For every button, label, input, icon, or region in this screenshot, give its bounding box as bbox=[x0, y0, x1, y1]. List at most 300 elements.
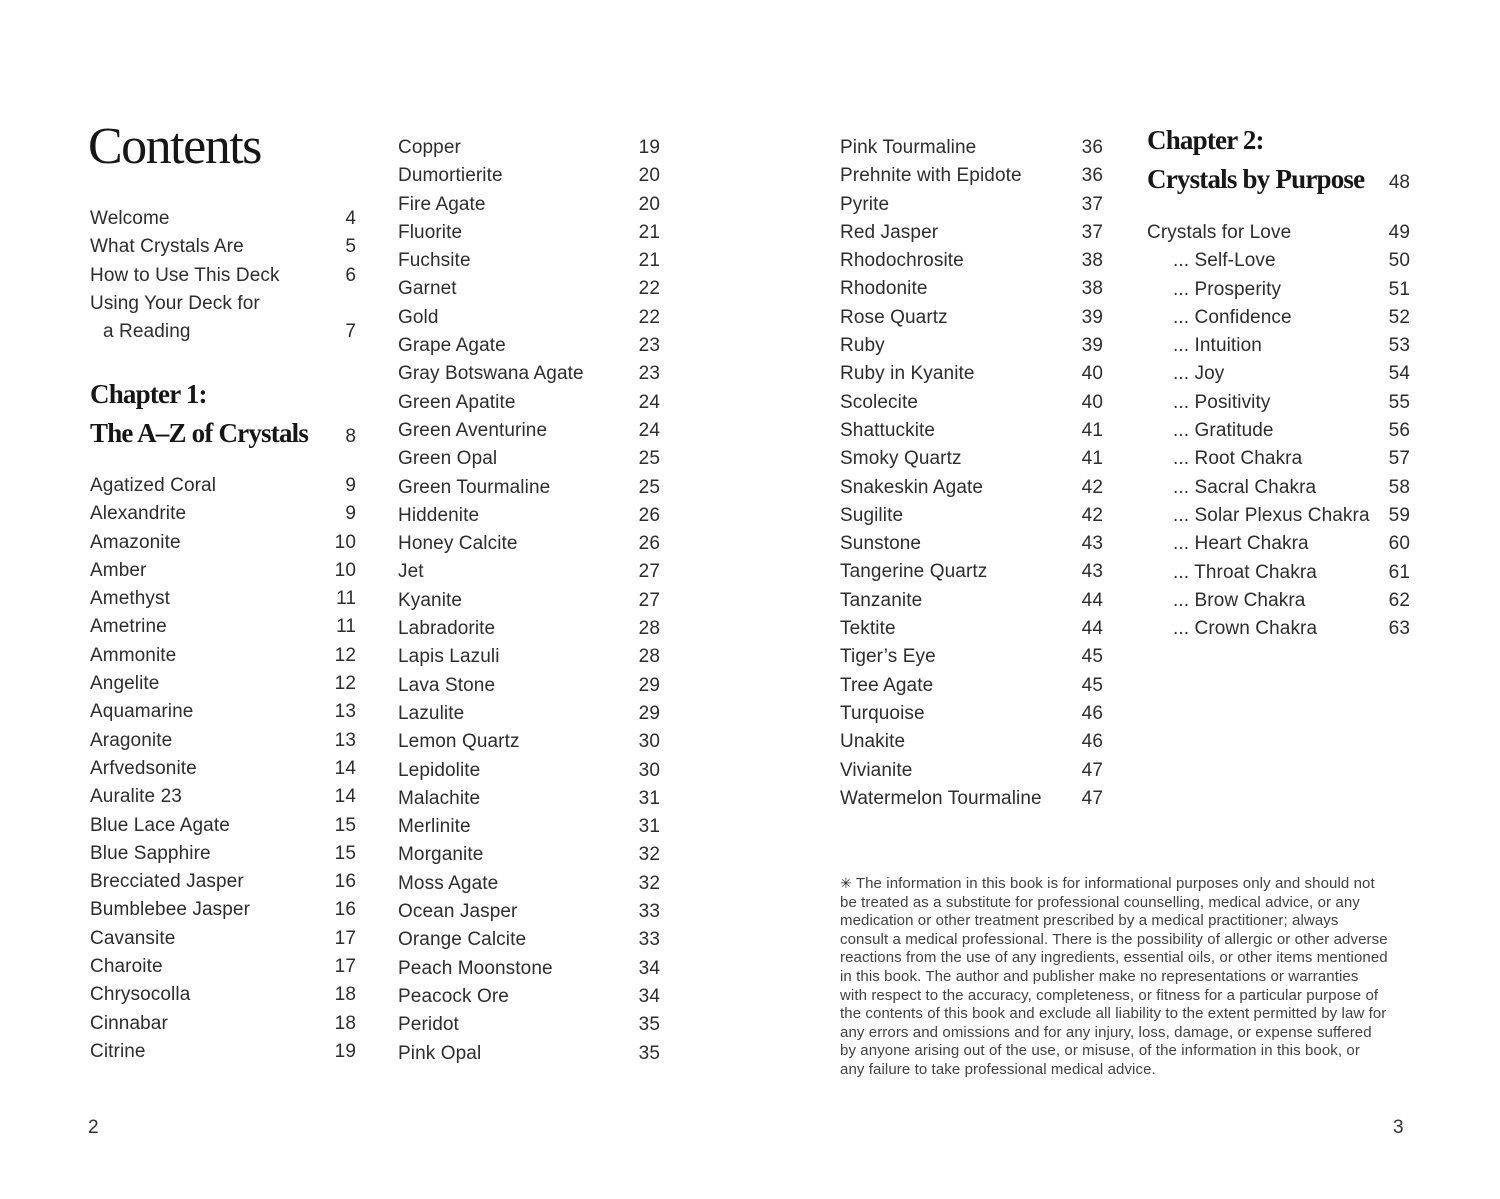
toc-entry-label: Ruby bbox=[840, 335, 885, 357]
toc-entry bbox=[90, 318, 356, 346]
toc-entry bbox=[90, 840, 356, 868]
toc-entry-label: Peach Moonstone bbox=[398, 957, 553, 979]
toc-entry-page: 47 bbox=[1081, 787, 1103, 809]
toc-entry-page: 51 bbox=[1388, 278, 1410, 300]
toc-entry-page: 28 bbox=[638, 646, 660, 668]
toc-entry-label: Welcome bbox=[90, 208, 170, 229]
toc-entry-page: 62 bbox=[1388, 589, 1410, 611]
toc-entry bbox=[90, 1010, 356, 1038]
toc-entry-page: 5 bbox=[345, 236, 356, 258]
toc-entry-page: 4 bbox=[345, 208, 356, 229]
toc-entry-page: 38 bbox=[1081, 278, 1103, 300]
toc-entry bbox=[840, 219, 1103, 247]
toc-entry-page: 44 bbox=[1081, 589, 1103, 611]
toc-entry-label: Lepidolite bbox=[398, 759, 481, 781]
toc-entry bbox=[840, 700, 1103, 728]
toc-entry bbox=[840, 445, 1103, 473]
toc-entry bbox=[398, 360, 660, 388]
toc-entry-page: 46 bbox=[1081, 702, 1103, 724]
toc-entry bbox=[398, 275, 660, 303]
toc-entry-page: 25 bbox=[638, 448, 660, 470]
toc-entry-page: 41 bbox=[1081, 419, 1103, 441]
front-matter-list bbox=[90, 205, 356, 346]
toc-entry-page: 47 bbox=[1081, 759, 1103, 781]
toc-entry bbox=[840, 162, 1103, 190]
toc-entry-label: Blue Lace Agate bbox=[90, 814, 230, 836]
crystals-by-purpose-list bbox=[1147, 219, 1410, 643]
toc-entry bbox=[840, 191, 1103, 219]
toc-entry bbox=[398, 558, 660, 586]
toc-entry-page: 53 bbox=[1388, 335, 1410, 357]
toc-entry-label: Dumortierite bbox=[398, 165, 503, 187]
toc-entry bbox=[90, 727, 356, 755]
toc-entry-page: 20 bbox=[638, 193, 660, 215]
toc-entry-label: Prehnite with Epidote bbox=[840, 165, 1022, 187]
toc-entry-page: 27 bbox=[638, 561, 660, 583]
toc-entry-label: ... Crown Chakra bbox=[1173, 618, 1318, 640]
toc-entry-label: ... Joy bbox=[1173, 363, 1225, 385]
toc-entry bbox=[398, 1040, 660, 1068]
toc-entry bbox=[90, 1038, 356, 1066]
toc-entry-page: 24 bbox=[638, 419, 660, 441]
toc-entry-label: ... Gratitude bbox=[1173, 420, 1274, 442]
toc-entry-page: 45 bbox=[1081, 646, 1103, 668]
toc-entry-label: Labradorite bbox=[398, 618, 496, 640]
toc-entry bbox=[90, 868, 356, 896]
toc-entry-page: 30 bbox=[638, 731, 660, 753]
toc-entry-page: 44 bbox=[1081, 618, 1103, 640]
toc-entry bbox=[398, 955, 660, 983]
toc-entry-label: Aquamarine bbox=[90, 701, 194, 723]
toc-entry bbox=[398, 247, 660, 275]
toc-entry bbox=[398, 191, 660, 219]
toc-entry-page: 32 bbox=[638, 872, 660, 894]
toc-entry-label: Sunstone bbox=[840, 533, 922, 555]
toc-entry-page: 25 bbox=[638, 476, 660, 498]
toc-entry-page: 29 bbox=[638, 674, 660, 696]
toc-entry bbox=[398, 757, 660, 785]
toc-entry-label: How to Use This Deck bbox=[90, 264, 280, 286]
toc-entry-label: Crystals for Love bbox=[1147, 222, 1292, 243]
toc-entry-label: Jet bbox=[398, 561, 424, 583]
toc-entry-label: Lemon Quartz bbox=[398, 731, 520, 753]
toc-entry-page: 57 bbox=[1388, 448, 1410, 470]
toc-entry-label: Smoky Quartz bbox=[840, 448, 962, 470]
toc-entry-page: 19 bbox=[638, 137, 660, 158]
toc-entry bbox=[90, 500, 356, 528]
toc-entry-label: Chrysocolla bbox=[90, 984, 191, 1006]
toc-entry-page: 46 bbox=[1081, 731, 1103, 753]
toc-entry-label: Alexandrite bbox=[90, 503, 187, 525]
toc-entry bbox=[840, 502, 1103, 530]
toc-entry bbox=[398, 700, 660, 728]
toc-entry-page: 33 bbox=[638, 901, 660, 923]
chapter1-heading bbox=[90, 375, 356, 456]
toc-entry-page: 10 bbox=[334, 531, 356, 553]
toc-entry bbox=[840, 474, 1103, 502]
toc-entry bbox=[90, 642, 356, 670]
toc-entry-page: 35 bbox=[638, 1014, 660, 1036]
toc-entry-page: 11 bbox=[336, 588, 356, 610]
toc-entry-page: 58 bbox=[1388, 476, 1410, 498]
toc-entry-label: Auralite 23 bbox=[90, 786, 182, 808]
toc-entry-label: Tangerine Quartz bbox=[840, 561, 988, 583]
toc-entry-page: 20 bbox=[638, 165, 660, 187]
toc-entry-label: Fire Agate bbox=[398, 193, 486, 215]
toc-entry bbox=[398, 389, 660, 417]
toc-entry-label: Tanzanite bbox=[840, 589, 923, 611]
toc-entry-label: ... Confidence bbox=[1173, 306, 1292, 328]
toc-entry-label: Ametrine bbox=[90, 616, 167, 638]
toc-entry bbox=[90, 953, 356, 981]
contents-title: Contents bbox=[88, 118, 261, 175]
toc-entry bbox=[840, 558, 1103, 586]
toc-entry bbox=[840, 757, 1103, 785]
toc-entry-label: Moss Agate bbox=[398, 872, 499, 894]
toc-entry-page: 11 bbox=[336, 616, 356, 638]
toc-entry bbox=[840, 134, 1103, 162]
toc-entry-label: ... Sacral Chakra bbox=[1173, 476, 1317, 498]
toc-entry-label: Snakeskin Agate bbox=[840, 476, 984, 498]
toc-entry-label: Peridot bbox=[398, 1014, 459, 1036]
toc-entry-page: 38 bbox=[1081, 250, 1103, 272]
toc-entry bbox=[398, 530, 660, 558]
chapter1-page: 8 bbox=[345, 426, 356, 447]
toc-entry-label: Amber bbox=[90, 559, 147, 581]
toc-entry-page: 40 bbox=[1081, 363, 1103, 385]
toc-entry-page: 41 bbox=[1081, 448, 1103, 470]
toc-entry bbox=[90, 262, 356, 290]
toc-entry-label: Green Apatite bbox=[398, 391, 516, 413]
toc-entry-label: Ammonite bbox=[90, 644, 177, 666]
toc-entry bbox=[1147, 445, 1410, 473]
toc-entry-page: 34 bbox=[638, 957, 660, 979]
toc-entry bbox=[840, 587, 1103, 615]
toc-entry bbox=[840, 530, 1103, 558]
toc-entry-page: 34 bbox=[638, 985, 660, 1007]
toc-entry-page: 23 bbox=[638, 335, 660, 357]
toc-entry bbox=[398, 615, 660, 643]
toc-entry bbox=[398, 643, 660, 671]
toc-entry bbox=[398, 785, 660, 813]
toc-entry-page: 31 bbox=[638, 816, 660, 838]
toc-entry-page: 31 bbox=[638, 787, 660, 809]
toc-entry-label: a Reading bbox=[103, 321, 191, 343]
toc-entry bbox=[1147, 417, 1410, 445]
toc-entry bbox=[1147, 219, 1410, 247]
toc-entry bbox=[1147, 474, 1410, 502]
toc-entry bbox=[90, 981, 356, 1009]
toc-entry bbox=[398, 445, 660, 473]
crystal-list-c-to-p bbox=[398, 134, 660, 1068]
toc-entry-label: Amazonite bbox=[90, 531, 181, 553]
toc-entry-page: 16 bbox=[334, 871, 356, 893]
toc-entry bbox=[398, 474, 660, 502]
toc-entry bbox=[1147, 559, 1410, 587]
toc-entry-page: 14 bbox=[334, 757, 356, 779]
toc-entry-page: 42 bbox=[1081, 476, 1103, 498]
toc-entry bbox=[90, 205, 356, 233]
toc-entry-page: 17 bbox=[334, 927, 356, 949]
toc-entry bbox=[90, 529, 356, 557]
toc-entry-page: 26 bbox=[638, 533, 660, 555]
toc-entry-page: 61 bbox=[1388, 561, 1410, 583]
toc-entry-page: 39 bbox=[1081, 335, 1103, 357]
toc-entry-label: Amethyst bbox=[90, 588, 170, 610]
chapter2-label: Chapter 2: bbox=[1147, 125, 1264, 155]
disclaimer-text: The information in this book is for informational purposes only and should not be treated as a substitute for professional counselling, medical advice, or any medication or other treatment prescribed by a medical practitioner; always consult a medical professional. There is the possibility of allergic or other adverse reactions from the use of any ingredients, essential oils, or other items mentioned in this book. The author and publisher make no representations or warranties with respect to the accuracy, completeness, or fitness for a particular purpose of the contents of this book and exclude all liability to the extent permitted by law for any errors and omissions and for any injury, loss, damage, or expense suffered by anyone arising out of the use, or misuse, of the information in this book, or any failure to take professional medical advice. bbox=[840, 875, 1388, 1078]
toc-entry bbox=[398, 898, 660, 926]
toc-entry bbox=[1147, 276, 1410, 304]
toc-entry-label: Morganite bbox=[398, 844, 484, 866]
toc-entry bbox=[840, 728, 1103, 756]
toc-entry bbox=[1147, 247, 1410, 275]
toc-entry-page: 9 bbox=[345, 503, 356, 525]
toc-entry-label: Tiger’s Eye bbox=[840, 646, 936, 668]
toc-entry-label: Green Tourmaline bbox=[398, 476, 551, 498]
toc-entry-page: 21 bbox=[638, 221, 660, 243]
toc-entry-page: 15 bbox=[334, 842, 356, 864]
toc-entry-label: Green Aventurine bbox=[398, 419, 548, 441]
toc-entry-label: Lazulite bbox=[398, 702, 465, 724]
crystal-list-a-to-c bbox=[90, 472, 356, 1066]
toc-entry bbox=[1147, 332, 1410, 360]
toc-entry-label: Brecciated Jasper bbox=[90, 871, 244, 893]
toc-entry-label: What Crystals Are bbox=[90, 236, 244, 258]
toc-entry-label: Green Opal bbox=[398, 448, 498, 470]
toc-entry-label: Angelite bbox=[90, 673, 160, 695]
toc-entry bbox=[1147, 530, 1410, 558]
toc-entry-label: Lapis Lazuli bbox=[398, 646, 500, 668]
toc-entry-page: 33 bbox=[638, 929, 660, 951]
toc-entry bbox=[398, 304, 660, 332]
toc-entry bbox=[1147, 360, 1410, 388]
toc-entry bbox=[840, 275, 1103, 303]
toc-entry bbox=[90, 698, 356, 726]
toc-entry bbox=[1147, 502, 1410, 530]
toc-entry-page: 54 bbox=[1388, 363, 1410, 385]
toc-entry-label: ... Positivity bbox=[1173, 391, 1271, 413]
toc-entry-page: 26 bbox=[638, 504, 660, 526]
chapter1-title: The A–Z of Crystals bbox=[90, 418, 309, 448]
toc-entry-label: Arfvedsonite bbox=[90, 757, 197, 779]
toc-entry-label: Merlinite bbox=[398, 816, 471, 838]
toc-entry bbox=[90, 557, 356, 585]
toc-entry-label: Grape Agate bbox=[398, 335, 506, 357]
toc-entry-label: ... Intuition bbox=[1173, 335, 1262, 357]
toc-entry-page: 35 bbox=[638, 1042, 660, 1064]
toc-entry bbox=[1147, 389, 1410, 417]
toc-entry bbox=[840, 785, 1103, 813]
left-page-number: 2 bbox=[88, 1117, 99, 1138]
toc-entry-page: 32 bbox=[638, 844, 660, 866]
toc-entry-label: Gold bbox=[398, 306, 439, 328]
toc-entry-label: Fuchsite bbox=[398, 250, 471, 272]
toc-entry bbox=[840, 360, 1103, 388]
toc-entry bbox=[398, 870, 660, 898]
toc-entry bbox=[398, 502, 660, 530]
toc-entry-label: Vivianite bbox=[840, 759, 913, 781]
chapter2-title: Crystals by Purpose bbox=[1147, 164, 1365, 194]
toc-entry bbox=[90, 755, 356, 783]
toc-entry bbox=[398, 841, 660, 869]
toc-entry bbox=[840, 672, 1103, 700]
toc-entry-label: Citrine bbox=[90, 1040, 146, 1062]
toc-entry-page: 24 bbox=[638, 391, 660, 413]
toc-entry bbox=[398, 672, 660, 700]
toc-entry bbox=[840, 332, 1103, 360]
toc-entry-page: 36 bbox=[1081, 137, 1103, 158]
toc-entry-page: 43 bbox=[1081, 561, 1103, 583]
toc-entry-label: Malachite bbox=[398, 787, 481, 809]
toc-entry-page: 19 bbox=[334, 1040, 356, 1062]
toc-entry-page: 40 bbox=[1081, 391, 1103, 413]
toc-entry bbox=[398, 417, 660, 445]
toc-entry-label: Charoite bbox=[90, 956, 163, 978]
toc-entry bbox=[398, 332, 660, 360]
toc-entry-label: Ruby in Kyanite bbox=[840, 363, 975, 385]
toc-entry-page: 12 bbox=[334, 673, 356, 695]
toc-entry bbox=[398, 1011, 660, 1039]
toc-entry-label: ... Prosperity bbox=[1173, 278, 1282, 300]
toc-entry-label: Kyanite bbox=[398, 589, 463, 611]
toc-entry-label: Rhodochrosite bbox=[840, 250, 964, 272]
toc-entry bbox=[90, 925, 356, 953]
right-page-number: 3 bbox=[1393, 1117, 1404, 1138]
toc-entry-label: Red Jasper bbox=[840, 221, 939, 243]
toc-entry-page: 27 bbox=[638, 589, 660, 611]
toc-entry-page: 18 bbox=[334, 984, 356, 1006]
toc-entry bbox=[840, 615, 1103, 643]
toc-entry bbox=[840, 643, 1103, 671]
toc-entry-label: Pink Tourmaline bbox=[840, 137, 977, 158]
toc-entry-page: 55 bbox=[1388, 391, 1410, 413]
toc-entry-label: Using Your Deck for bbox=[90, 292, 260, 314]
toc-entry bbox=[840, 247, 1103, 275]
toc-entry-page: 60 bbox=[1388, 533, 1410, 555]
toc-entry bbox=[840, 304, 1103, 332]
toc-entry-page: 22 bbox=[638, 278, 660, 300]
toc-entry-page: 12 bbox=[334, 644, 356, 666]
toc-entry bbox=[840, 417, 1103, 445]
toc-entry-label: Scolecite bbox=[840, 391, 918, 413]
toc-entry-label: Turquoise bbox=[840, 702, 925, 724]
toc-entry-page: 21 bbox=[638, 250, 660, 272]
toc-entry-page: 17 bbox=[334, 956, 356, 978]
toc-entry-page: 49 bbox=[1388, 222, 1410, 243]
toc-entry-page: 42 bbox=[1081, 504, 1103, 526]
toc-entry-label: Hiddenite bbox=[398, 504, 480, 526]
toc-entry bbox=[398, 926, 660, 954]
toc-entry bbox=[90, 472, 356, 500]
toc-entry bbox=[90, 812, 356, 840]
toc-entry-label: Pyrite bbox=[840, 193, 890, 215]
toc-entry bbox=[90, 896, 356, 924]
toc-entry-page: 43 bbox=[1081, 533, 1103, 555]
toc-entry-label: Gray Botswana Agate bbox=[398, 363, 584, 385]
toc-entry bbox=[90, 585, 356, 613]
toc-entry-page: 29 bbox=[638, 702, 660, 724]
toc-entry bbox=[1147, 615, 1410, 643]
toc-entry-label: Tree Agate bbox=[840, 674, 934, 696]
toc-entry-label: ... Throat Chakra bbox=[1173, 561, 1317, 583]
toc-entry bbox=[398, 219, 660, 247]
toc-entry bbox=[398, 587, 660, 615]
toc-entry-page: 30 bbox=[638, 759, 660, 781]
crystal-list-p-to-w bbox=[840, 134, 1103, 813]
toc-entry-label: Watermelon Tourmaline bbox=[840, 787, 1042, 809]
toc-entry-label: Cavansite bbox=[90, 927, 176, 949]
toc-entry-page: 37 bbox=[1081, 221, 1103, 243]
toc-entry-label: Garnet bbox=[398, 278, 457, 300]
toc-entry-label: Fluorite bbox=[398, 221, 463, 243]
toc-entry-label: Unakite bbox=[840, 731, 906, 753]
toc-entry bbox=[398, 134, 660, 162]
toc-entry-page: 36 bbox=[1081, 165, 1103, 187]
toc-entry-page: 45 bbox=[1081, 674, 1103, 696]
toc-entry bbox=[398, 162, 660, 190]
toc-entry-page: 13 bbox=[334, 729, 356, 751]
toc-entry-label: Rose Quartz bbox=[840, 306, 948, 328]
toc-entry-page: 52 bbox=[1388, 306, 1410, 328]
chapter1-label: Chapter 1: bbox=[90, 379, 207, 409]
toc-entry-page: 9 bbox=[345, 475, 356, 496]
toc-entry-page: 56 bbox=[1388, 420, 1410, 442]
toc-entry-page: 14 bbox=[334, 786, 356, 808]
toc-entry-page: 59 bbox=[1388, 504, 1410, 526]
toc-entry-page: 22 bbox=[638, 306, 660, 328]
toc-entry bbox=[90, 290, 356, 318]
toc-entry-page: 63 bbox=[1388, 618, 1410, 640]
toc-entry bbox=[398, 728, 660, 756]
toc-entry-label: Orange Calcite bbox=[398, 929, 527, 951]
toc-entry bbox=[398, 813, 660, 841]
toc-entry bbox=[90, 613, 356, 641]
toc-entry bbox=[1147, 304, 1410, 332]
toc-entry-page: 37 bbox=[1081, 193, 1103, 215]
toc-entry-page: 50 bbox=[1388, 250, 1410, 272]
toc-entry-label: Copper bbox=[398, 137, 461, 158]
toc-entry-label: Ocean Jasper bbox=[398, 901, 518, 923]
toc-entry-page: 16 bbox=[334, 899, 356, 921]
toc-entry-page: 23 bbox=[638, 363, 660, 385]
toc-entry-label: ... Self-Love bbox=[1173, 250, 1276, 272]
toc-entry-page: 18 bbox=[334, 1012, 356, 1034]
toc-entry-label: ... Root Chakra bbox=[1173, 448, 1303, 470]
toc-entry-page: 39 bbox=[1081, 306, 1103, 328]
toc-entry-label: Tektite bbox=[840, 618, 896, 640]
toc-entry bbox=[90, 670, 356, 698]
toc-entry-label: Lava Stone bbox=[398, 674, 496, 696]
toc-entry-label: Cinnabar bbox=[90, 1012, 168, 1034]
toc-entry bbox=[90, 233, 356, 261]
toc-entry-label: ... Solar Plexus Chakra bbox=[1173, 504, 1370, 526]
toc-entry-page: 10 bbox=[334, 559, 356, 581]
toc-entry-label: Shattuckite bbox=[840, 419, 936, 441]
toc-entry-label: Agatized Coral bbox=[90, 475, 217, 496]
toc-entry-label: Sugilite bbox=[840, 504, 904, 526]
toc-entry-page: 28 bbox=[638, 618, 660, 640]
toc-entry-label: Rhodonite bbox=[840, 278, 928, 300]
toc-entry-label: Aragonite bbox=[90, 729, 173, 751]
toc-entry-label: Pink Opal bbox=[398, 1042, 482, 1064]
toc-entry bbox=[840, 389, 1103, 417]
toc-entry-page: 15 bbox=[334, 814, 356, 836]
chapter2-heading bbox=[1147, 121, 1410, 202]
toc-entry bbox=[90, 783, 356, 811]
toc-entry-page: 13 bbox=[334, 701, 356, 723]
toc-entry-label: Honey Calcite bbox=[398, 533, 518, 555]
